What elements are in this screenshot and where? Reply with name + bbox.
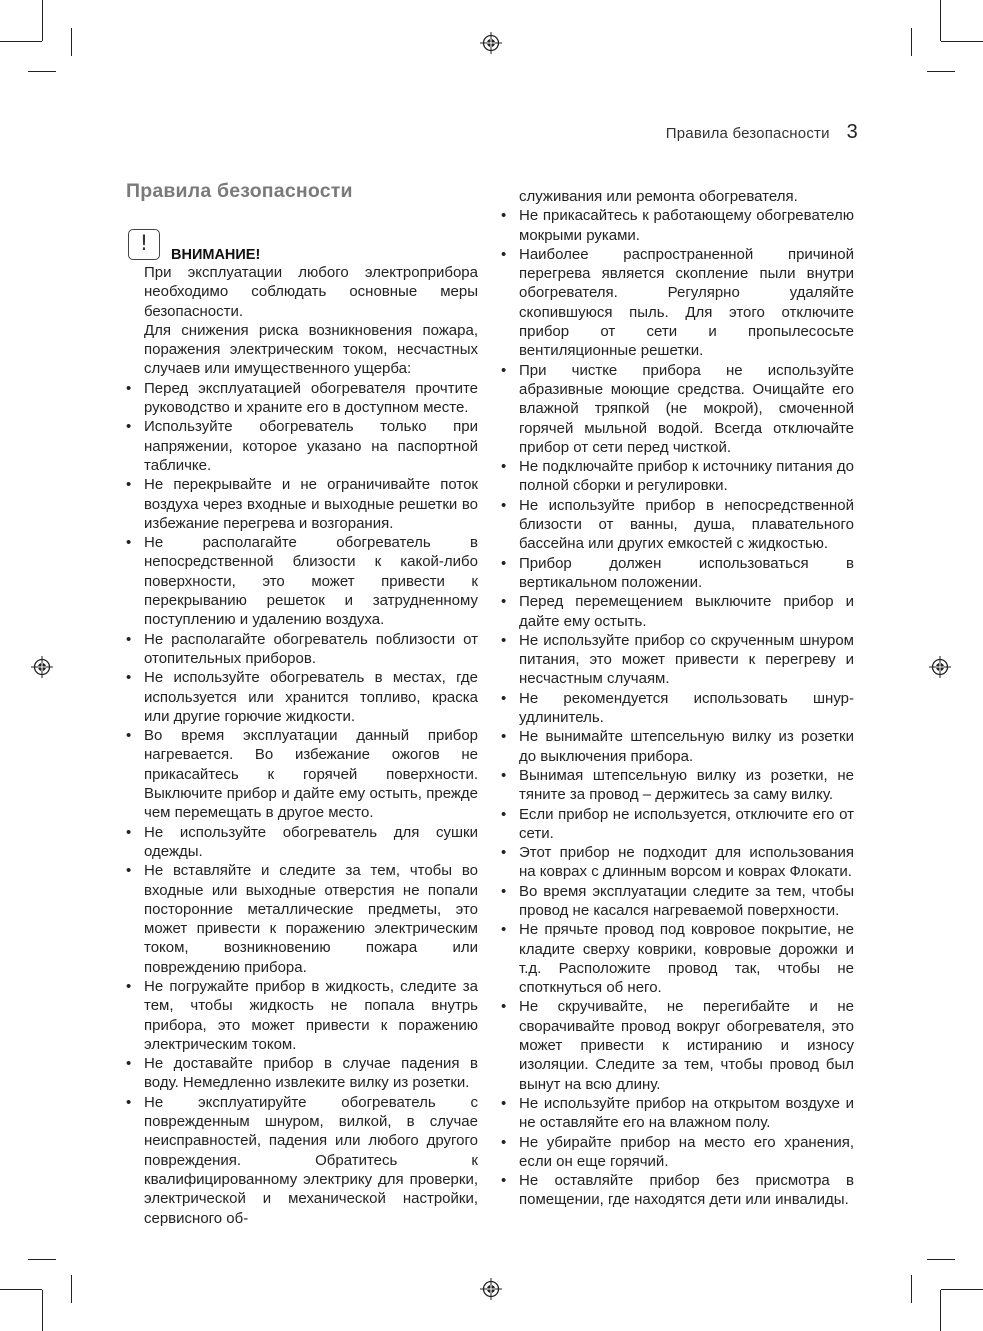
right-column	[501, 187, 854, 1210]
list-item: • Не используйте прибор со скрученным шнуром питания, это может привести к перегреву и несчастным случаям.	[501, 631, 854, 688]
list-item: • Не прикасайтесь к работающему обогревателю мокрыми руками.	[501, 207, 854, 244]
registration-mark-icon	[480, 32, 502, 54]
list-item: • При чистке прибора не используйте абразивные моющие средства. Очищайте его влажной тряпкой (не мокрой), смоченной горячей мыльной водой. Всегда отключайте прибор от сети перед чисткой.	[501, 361, 854, 456]
list-item: • Не располагайте обогреватель в непосредственной близости к какой-либо поверхности, это может привести к перекрыванию решеток и затрудненному поступлению и удалению воздуха.	[126, 534, 478, 629]
crop-mark	[927, 1259, 955, 1260]
crop-mark	[42, 0, 43, 41]
list-item: • Перед перемещением выключите прибор и дайте ему остыть.	[501, 593, 854, 630]
list-item: • Этот прибор не подходит для использования на коврах с длинным ворсом и коврах Флокати.	[501, 844, 854, 881]
registration-mark-icon	[31, 656, 53, 678]
crop-mark	[42, 1290, 43, 1331]
crop-mark	[0, 41, 42, 42]
registration-mark-icon	[929, 656, 951, 678]
list-item: • Во время эксплуатации следите за тем, чтобы провод не касался нагреваемой поверхности.	[501, 882, 854, 919]
list-item: • Не располагайте обогреватель поблизости от отопительных приборов.	[126, 630, 478, 667]
list-item: • Не используйте прибор в непосредственной близости от ванны, душа, плавательного бассейна или других емкостей с жидкостью.	[501, 496, 854, 553]
list-item: • Используйте обогреватель только при напряжении, которое указано на паспортной табличке.	[126, 418, 478, 474]
crop-mark	[911, 28, 912, 56]
crop-mark	[28, 71, 56, 72]
list-item: • Прибор должен использоваться в вертикальном положении.	[501, 554, 854, 591]
list-item: • Не вынимайте штепсельную вилку из розетки до выключения прибора.	[501, 728, 854, 765]
list-item: • Не используйте обогреватель в местах, где используется или хранится топливо, краска или другие горючие жидкости.	[126, 669, 478, 725]
running-title: Правила безопасности	[665, 125, 830, 142]
page-number: 3	[846, 121, 858, 143]
crop-mark	[941, 41, 983, 42]
safety-list-left	[126, 379, 478, 1228]
registration-mark-icon	[480, 1278, 502, 1300]
crop-mark	[940, 0, 941, 41]
crop-mark	[28, 1259, 56, 1260]
intro-paragraph: При эксплуатации любого электроприбора необходимо соблюдать основные меры безопасности.	[144, 264, 478, 320]
list-item: • Не скручивайте, не перегибайте и не сворачивайте провод вокруг обогревателя, это может привести к истиранию и износу изоляции. Следите за тем, чтобы провод был вынут на всю длину.	[501, 998, 854, 1093]
list-item: • Если прибор не используется, отключите его от сети.	[501, 805, 854, 842]
list-item: • Во время эксплуатации данный прибор нагревается. Во избежание ожогов не прикасайтесь к горячей поверхности. Выключите прибор и дайте ему остыть, прежде чем перемещать в другое место.	[126, 727, 478, 822]
list-item: • Не убирайте прибор на место его хранения, если он еще горячий.	[501, 1133, 854, 1170]
crop-mark	[941, 1289, 983, 1290]
crop-mark	[0, 1289, 42, 1290]
list-item: • Не погружайте прибор в жидкость, следите за тем, чтобы жидкость не попала внутрь прибора, это может привести к поражению электрическим током.	[126, 977, 478, 1053]
list-item: • Не доставайте прибор в случае падения в воду. Немедленно извлеките вилку из розетки.	[126, 1055, 478, 1092]
safety-list-right	[501, 206, 854, 1209]
list-item: • Не прячьте провод под ковровое покрытие, не кладите сверху коврики, ковровые дорожки и т.д. Расположите провод так, чтобы не споткнуться об него.	[501, 921, 854, 997]
list-item: • Не подключайте прибор к источнику питания до полной сборки и регулировки.	[501, 458, 854, 495]
crop-mark	[940, 1290, 941, 1331]
continued-text: служивания или ремонта обогревателя.	[519, 188, 798, 205]
crop-mark	[911, 1275, 912, 1303]
crop-mark	[71, 1275, 72, 1303]
list-item: • Не используйте обогреватель для сушки одежды.	[126, 823, 478, 860]
crop-mark	[927, 71, 955, 72]
list-item: • Не рекомендуется использовать шнур-удлинитель.	[501, 689, 854, 727]
list-item: • Наиболее распространенной причиной перегрева является скопление пыли внутри обогревателя. Регулярно удаляйте скопившуюся пыль. Для этого отключите прибор от сети и пропылесосьте вентиляционные решетки.	[501, 245, 854, 360]
intro-paragraph: Для снижения риска возникновения пожара, поражения электрическим током, несчастных случаев или имущественного ущерба:	[144, 321, 478, 378]
list-item: • Не вставляйте и следите за тем, чтобы во входные или выходные отверстия не попали посторонние металлические предметы, это может привести к поражению электрическим током, возникновению пожара или повреждению прибора.	[126, 862, 478, 976]
crop-mark	[71, 28, 72, 56]
list-item: • Не перекрывайте и не ограничивайте поток воздуха через входные и выходные решетки во избежание перегрева и возгорания.	[126, 476, 478, 532]
list-item: • Не эксплуатируйте обогреватель с поврежденным шнуром, вилкой, в случае неисправностей, падения или любого другого повреждения. Обратитесь к квалифицированному электрику для проверки, электрической и механической настройки, сервисного об-	[126, 1093, 478, 1227]
left-column	[126, 263, 478, 1228]
section-title: Правила безопасности	[126, 180, 353, 202]
warning-icon: !	[128, 229, 160, 260]
list-item: • Не используйте прибор на открытом воздухе и не оставляйте его на влажном полу.	[501, 1094, 854, 1132]
list-item: • Вынимая штепсельную вилку из розетки, не тяните за провод – держитесь за саму вилку.	[501, 766, 854, 804]
warning-label: ВНИМАНИЕ!	[171, 247, 261, 263]
list-item: • Перед эксплуатацией обогревателя прочтите руководство и храните его в доступном месте.	[126, 379, 478, 417]
running-header	[666, 121, 858, 144]
list-item: • Не оставляйте прибор без присмотра в помещении, где находятся дети или инвалиды.	[501, 1172, 854, 1209]
